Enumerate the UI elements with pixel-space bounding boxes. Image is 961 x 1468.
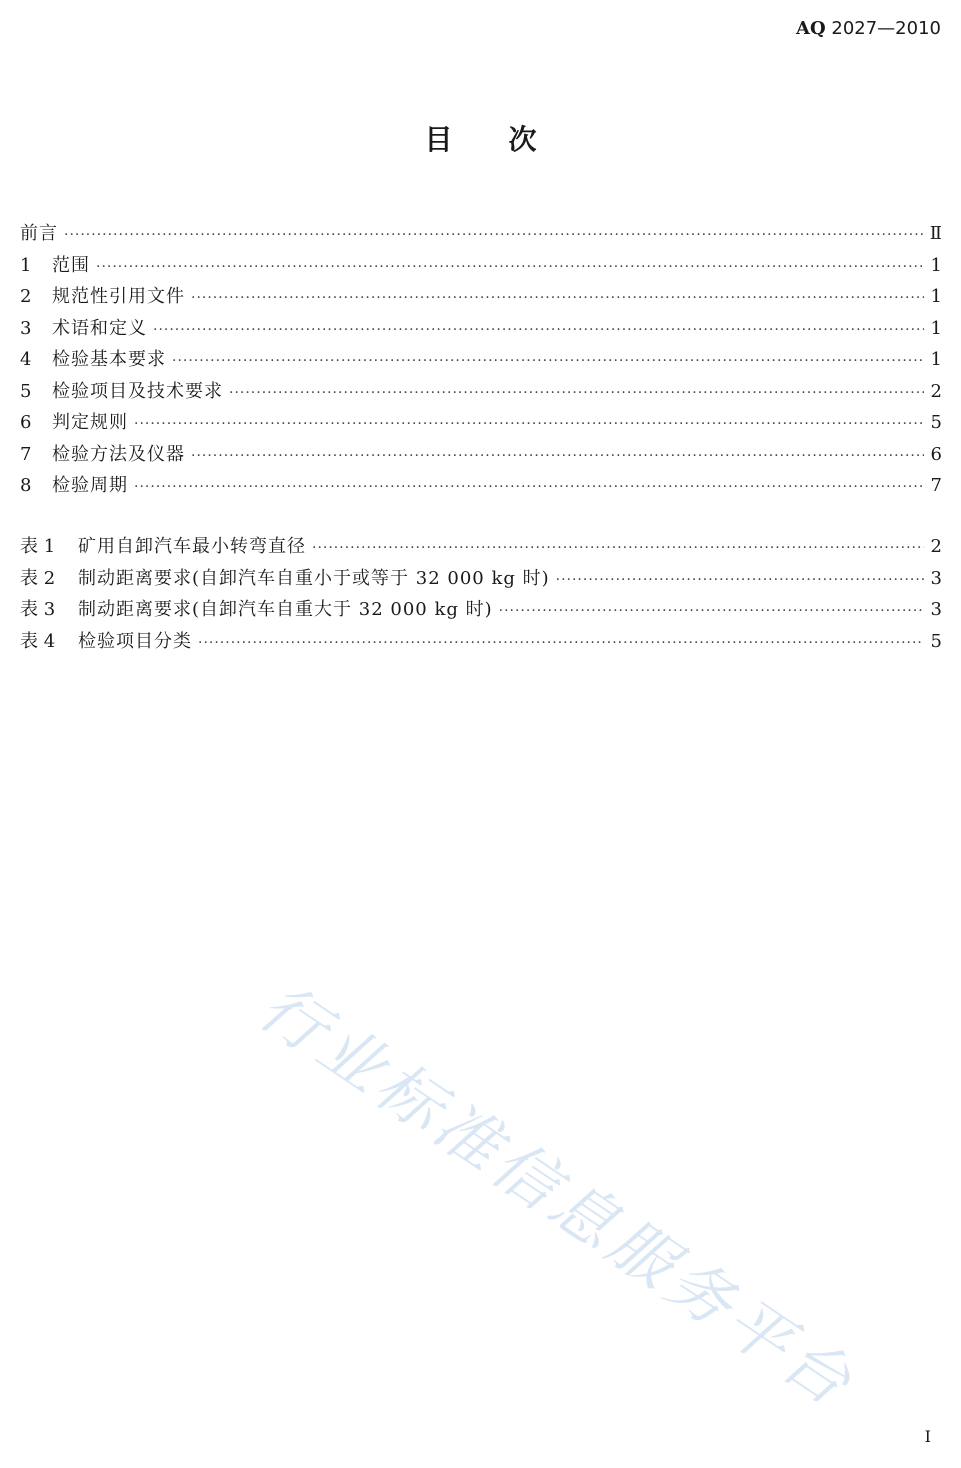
page-title: 目次	[424, 123, 593, 156]
toc-entry-label: 范围	[52, 254, 90, 276]
toc-entry-number: 3	[20, 317, 32, 339]
standard-code: 2027—2010	[831, 18, 941, 39]
toc-table-entry-1[interactable]	[20, 531, 942, 563]
toc-table-entry-4[interactable]	[20, 626, 942, 658]
toc-entry-5[interactable]	[20, 376, 942, 408]
toc-table-page: 2	[930, 536, 942, 557]
toc-entry-label: 判定规则	[52, 412, 128, 433]
toc-entry-number: 6	[20, 412, 32, 433]
toc-entry-page: Ⅱ	[929, 223, 942, 244]
toc-table-label: 制动距离要求(自卸汽车自重小于或等于 32 000 kg 时)	[78, 567, 550, 589]
toc-leader	[64, 220, 924, 252]
toc-entry-7[interactable]	[20, 439, 942, 471]
toc-entry-number: 5	[20, 380, 32, 402]
toc-table-number: 表 3	[20, 599, 56, 620]
standard-prefix: AQ	[795, 18, 826, 39]
toc-table-page: 3	[930, 567, 942, 589]
toc-entry-1[interactable]	[20, 250, 942, 282]
toc-leader	[312, 533, 924, 565]
page-number: I	[924, 1427, 931, 1446]
toc-entry-6[interactable]	[20, 407, 942, 439]
toc-leader	[134, 409, 924, 441]
toc-leader	[499, 596, 924, 628]
toc-entry-label: 检验方法及仪器	[52, 443, 185, 465]
toc-table-number: 表 1	[20, 536, 56, 557]
toc-table-number: 表 2	[20, 567, 56, 589]
watermark: 行业标准信息服务平台	[245, 970, 868, 1424]
toc-entry-page: 2	[930, 380, 942, 402]
toc-entry-number: 1	[20, 254, 32, 276]
toc-tables	[20, 531, 942, 657]
standard-number	[796, 18, 941, 39]
toc-entry-number: 8	[20, 475, 32, 496]
toc-entry-number: 7	[20, 443, 32, 465]
toc-leader	[191, 283, 924, 315]
toc-entry-4[interactable]	[20, 344, 942, 376]
toc-entry-page: 1	[930, 349, 942, 370]
toc-table-label: 制动距离要求(自卸汽车自重大于 32 000 kg 时)	[78, 599, 493, 620]
toc-entry-8[interactable]	[20, 470, 942, 502]
toc-entry-foreword[interactable]	[20, 218, 942, 250]
toc-leader	[191, 441, 924, 473]
toc-leader	[229, 378, 924, 410]
toc-entry-label: 前言	[20, 223, 58, 244]
toc-leader	[153, 315, 924, 347]
toc-entry-page: 1	[930, 254, 942, 276]
toc-leader	[556, 565, 924, 597]
toc-entry-page: 1	[930, 286, 942, 307]
toc-table-page: 3	[930, 599, 942, 620]
toc-table-label: 矿用自卸汽车最小转弯直径	[78, 536, 306, 557]
toc-entry-label: 术语和定义	[52, 317, 147, 339]
toc-entry-page: 6	[930, 443, 942, 465]
toc-entry-label: 检验基本要求	[52, 349, 166, 370]
toc-table-number: 表 4	[20, 630, 56, 652]
toc-entry-page: 7	[930, 475, 942, 496]
toc-leader	[96, 252, 924, 284]
toc-entry-number: 4	[20, 349, 32, 370]
toc-entry-label: 规范性引用文件	[52, 286, 185, 307]
toc-sections	[20, 218, 942, 502]
toc-entry-page: 5	[930, 412, 942, 433]
toc-leader	[172, 346, 924, 378]
toc-table-entry-3[interactable]	[20, 594, 942, 626]
toc-table-page: 5	[930, 630, 942, 652]
toc-entry-2[interactable]	[20, 281, 942, 313]
toc-entry-3[interactable]	[20, 313, 942, 345]
toc-entry-page: 1	[930, 317, 942, 339]
toc-entry-label: 检验项目及技术要求	[52, 380, 223, 402]
toc-leader	[198, 628, 924, 660]
toc-entry-label: 检验周期	[52, 475, 128, 496]
toc-table-label: 检验项目分类	[78, 630, 192, 652]
toc-leader	[134, 472, 924, 504]
toc-table-entry-2[interactable]	[20, 563, 942, 595]
toc-entry-number: 2	[20, 286, 32, 307]
